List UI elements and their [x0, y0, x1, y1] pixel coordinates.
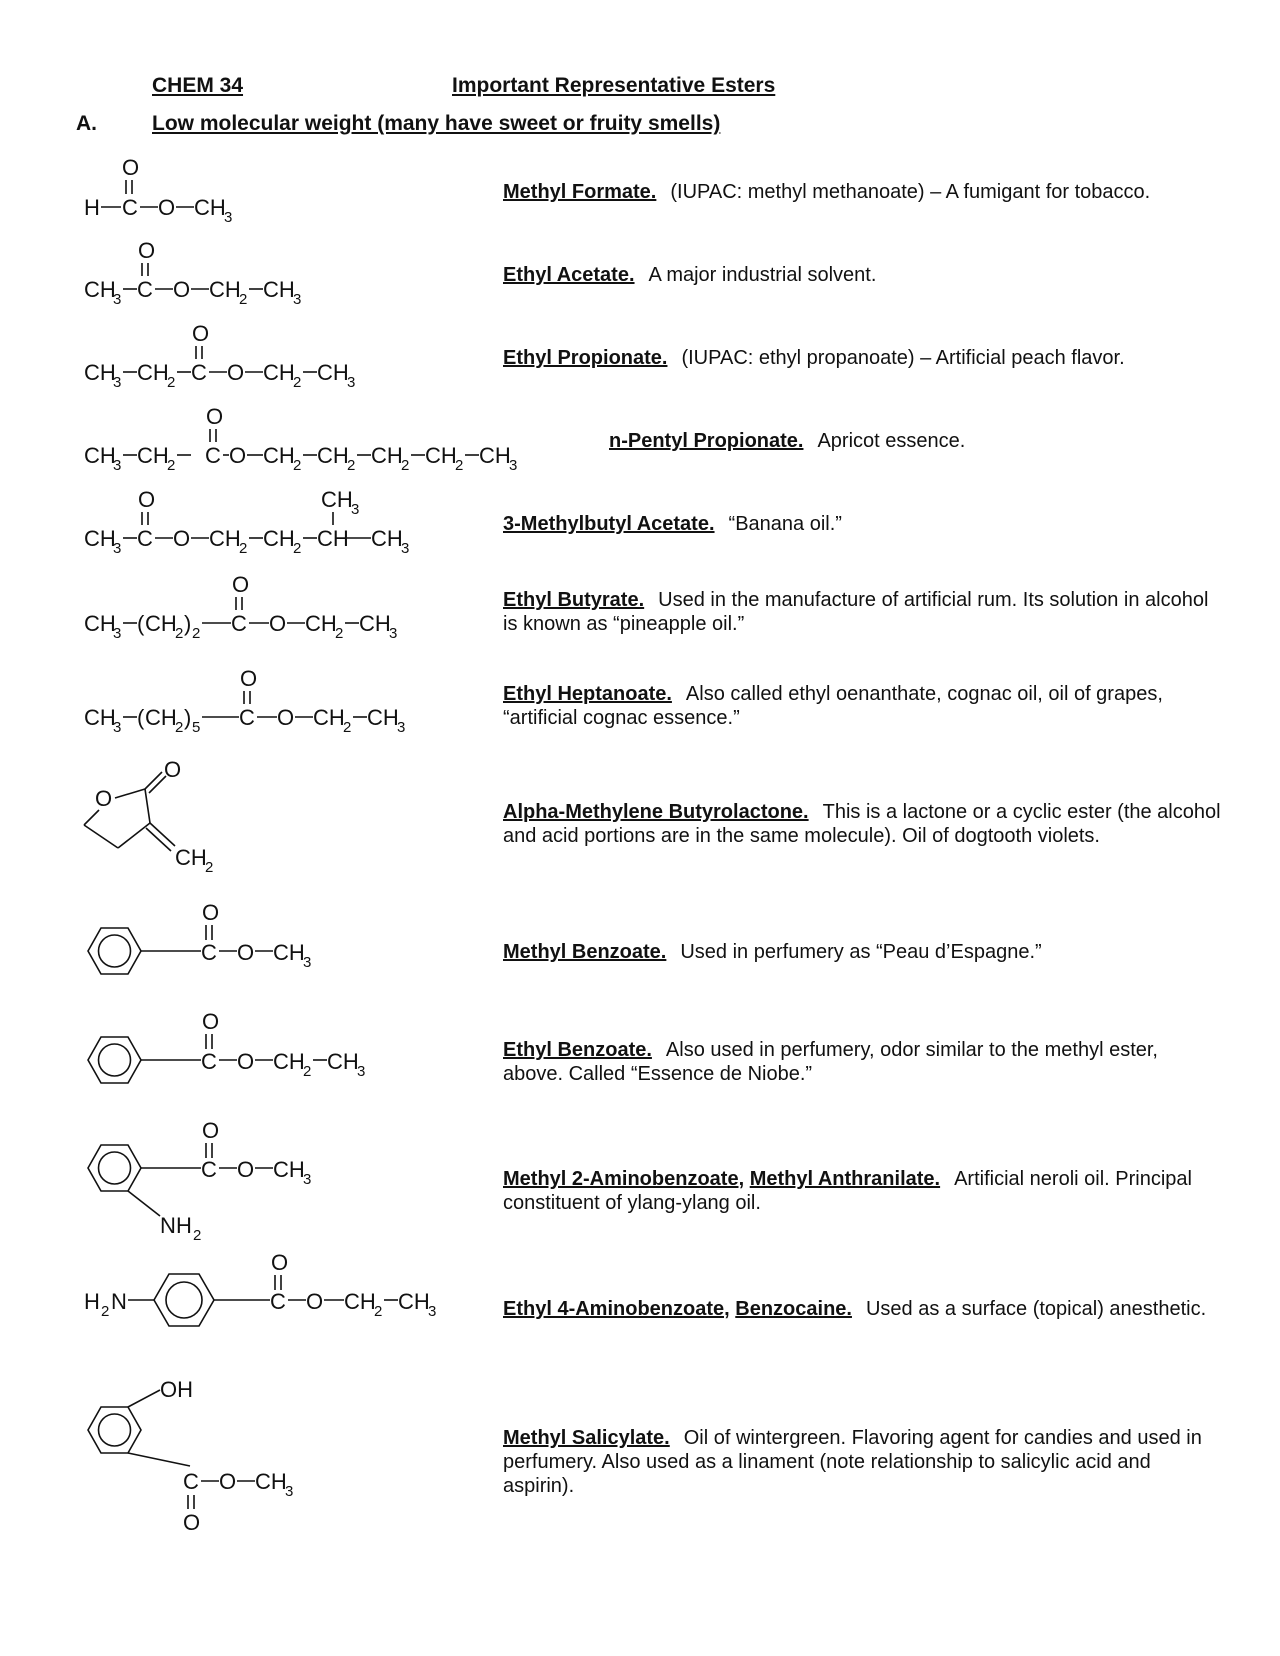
ester-desc: Oil of wintergreen. Flavoring agent for candies and used in perfumery. Also used as a linament (note relationship to salicylic acid and aspirin).	[503, 1427, 1202, 1497]
svg-text:3: 3	[285, 1483, 294, 1500]
ester-desc: Also used in perfumery, odor similar to the methyl ester, above. Called “Essence de Niobe.”	[503, 1039, 1158, 1085]
ester-desc: Used in the manufacture of artificial rum. Its solution in alcohol is known as “pineapple oil.”	[503, 589, 1209, 635]
svg-text:CH: CH	[84, 443, 116, 468]
svg-text:CH: CH	[137, 360, 169, 385]
ester-name: n-Pentyl Propionate.	[609, 430, 804, 452]
svg-text:CH: CH	[305, 611, 337, 636]
svg-text:N: N	[160, 1213, 176, 1238]
svg-text:C: C	[231, 611, 247, 636]
svg-text:CH: CH	[367, 705, 399, 730]
svg-text:C: C	[201, 1049, 217, 1074]
ester-name: Ethyl Benzoate.	[503, 1039, 652, 1061]
svg-text:CH: CH	[209, 526, 241, 551]
svg-text:(: (	[137, 611, 145, 636]
n-pentyl-propionate-structure	[84, 404, 517, 474]
svg-text:2: 2	[347, 457, 356, 474]
svg-text:C: C	[205, 443, 221, 468]
svg-text:CH: CH	[263, 277, 295, 302]
ester-desc: (IUPAC: ethyl propanoate) – Artificial peach flavor.	[681, 347, 1125, 369]
svg-text:2: 2	[303, 1063, 312, 1080]
ester-desc: (IUPAC: methyl methanoate) – A fumigant for tobacco.	[670, 181, 1151, 203]
svg-text:O: O	[173, 526, 191, 551]
svg-text:2: 2	[401, 457, 410, 474]
benzocaine-structure	[84, 1250, 436, 1326]
svg-text:2: 2	[167, 457, 176, 474]
svg-text:CH: CH	[344, 1289, 376, 1314]
svg-text:O: O	[277, 705, 295, 730]
svg-text:): )	[184, 611, 192, 636]
ethyl-acetate-structure	[84, 238, 301, 308]
svg-text:3: 3	[113, 625, 122, 642]
svg-text:3: 3	[113, 374, 122, 391]
svg-text:3: 3	[509, 457, 518, 474]
svg-text:2: 2	[293, 374, 302, 391]
ester-desc: Used in perfumery as “Peau d’Espagne.”	[680, 941, 1042, 963]
svg-text:O: O	[202, 1009, 220, 1034]
svg-text:(: (	[137, 705, 145, 730]
svg-text:CH: CH	[317, 443, 349, 468]
svg-text:CH: CH	[273, 940, 305, 965]
svg-text:O: O	[158, 195, 176, 220]
ester-name: Ethyl 4-Aminobenzoate,	[503, 1298, 730, 1320]
ester-name: Ethyl Heptanoate.	[503, 683, 672, 705]
svg-text:O: O	[138, 238, 156, 263]
svg-text:O: O	[269, 611, 287, 636]
svg-text:O: O	[240, 666, 258, 691]
svg-text:2: 2	[167, 374, 176, 391]
svg-text:CH: CH	[145, 705, 177, 730]
ester-desc: Artificial neroli oil. Principal constituent of ylang-ylang oil.	[503, 1168, 1192, 1214]
methylbutyl-acetate-structure	[84, 487, 409, 557]
svg-text:CH: CH	[371, 443, 403, 468]
ester-name: Methyl Formate.	[503, 181, 657, 203]
svg-text:3: 3	[303, 954, 312, 971]
svg-text:CH: CH	[84, 611, 116, 636]
ester-alt-name: Methyl Anthranilate.	[749, 1168, 941, 1190]
svg-text:CH: CH	[145, 611, 177, 636]
svg-text:O: O	[173, 277, 191, 302]
svg-text:H: H	[84, 195, 100, 220]
svg-text:3: 3	[357, 1063, 366, 1080]
ester-name: Methyl Benzoate.	[503, 941, 667, 963]
svg-text:O: O	[122, 155, 140, 180]
svg-text:CH: CH	[255, 1469, 287, 1494]
svg-text:2: 2	[101, 1303, 110, 1320]
ester-name: Ethyl Propionate.	[503, 347, 668, 369]
methyl-benzoate-structure	[88, 900, 311, 974]
ester-desc: Also called ethyl oenanthate, cognac oil, oil of grapes, “artificial cognac essence.”	[503, 683, 1163, 729]
svg-text:O: O	[206, 404, 224, 429]
svg-text:CH: CH	[317, 526, 349, 551]
svg-text:CH: CH	[479, 443, 511, 468]
svg-text:CH: CH	[84, 360, 116, 385]
ester-desc: A major industrial solvent.	[648, 264, 877, 286]
svg-text:2: 2	[455, 457, 464, 474]
svg-text:3: 3	[113, 540, 122, 557]
svg-text:O: O	[192, 321, 210, 346]
svg-text:3: 3	[303, 1171, 312, 1188]
svg-text:3: 3	[397, 719, 406, 736]
svg-text:3: 3	[401, 540, 410, 557]
ester-name: Methyl 2-Aminobenzoate,	[503, 1168, 745, 1190]
svg-text:H: H	[84, 1289, 100, 1314]
svg-text:O: O	[271, 1250, 289, 1275]
section-letter: A.	[76, 112, 97, 135]
svg-text:O: O	[237, 940, 255, 965]
methyl-salicylate-structure	[88, 1377, 293, 1535]
svg-text:2: 2	[192, 625, 201, 642]
svg-text:CH: CH	[84, 526, 116, 551]
svg-text:C: C	[191, 360, 207, 385]
ethyl-benzoate-structure	[88, 1009, 365, 1083]
svg-text:CH: CH	[273, 1049, 305, 1074]
svg-text:CH: CH	[371, 526, 403, 551]
svg-text:O: O	[306, 1289, 324, 1314]
ester-name: 3-Methylbutyl Acetate.	[503, 513, 715, 535]
svg-text:C: C	[137, 277, 153, 302]
ester-name: Ethyl Acetate.	[503, 264, 635, 286]
svg-text:2: 2	[239, 291, 248, 308]
svg-text:2: 2	[374, 1303, 383, 1320]
svg-text:CH: CH	[398, 1289, 430, 1314]
svg-text:CH: CH	[317, 360, 349, 385]
svg-text:CH: CH	[84, 705, 116, 730]
svg-text:2: 2	[193, 1227, 202, 1244]
svg-text:O: O	[229, 443, 247, 468]
svg-text:2: 2	[175, 625, 184, 642]
ethyl-heptanoate-structure	[84, 666, 405, 736]
svg-text:CH: CH	[359, 611, 391, 636]
svg-text:O: O	[183, 1510, 201, 1535]
svg-text:C: C	[201, 1157, 217, 1182]
ester-desc: Used as a surface (topical) anesthetic.	[865, 1298, 1207, 1320]
svg-text:CH: CH	[209, 277, 241, 302]
svg-text:O: O	[227, 360, 245, 385]
svg-text:O: O	[164, 757, 182, 782]
ester-name: Alpha-Methylene Butyrolactone.	[503, 801, 809, 823]
svg-text:3: 3	[351, 501, 360, 518]
section-title: Low molecular weight (many have sweet or fruity smells)	[152, 112, 721, 135]
svg-text:CH: CH	[84, 277, 116, 302]
svg-text:3: 3	[389, 625, 398, 642]
svg-text:5: 5	[192, 719, 201, 736]
svg-text:): )	[184, 705, 192, 730]
svg-text:3: 3	[293, 291, 302, 308]
svg-text:CH: CH	[263, 443, 295, 468]
svg-text:3: 3	[113, 457, 122, 474]
svg-text:CH: CH	[263, 360, 295, 385]
svg-text:2: 2	[205, 859, 214, 876]
ester-name: Methyl Salicylate.	[503, 1427, 670, 1449]
svg-text:CH: CH	[175, 845, 207, 870]
svg-text:CH: CH	[327, 1049, 359, 1074]
ester-name: Ethyl Butyrate.	[503, 589, 645, 611]
svg-text:CH: CH	[321, 487, 353, 512]
svg-text:OH: OH	[160, 1377, 193, 1402]
ester-desc: This is a lactone or a cyclic ester (the alcohol and acid portions are in the same molecule). Oil of dogtooth violets.	[503, 801, 1221, 847]
ester-desc: “Banana oil.”	[728, 513, 842, 535]
svg-text:C: C	[183, 1469, 199, 1494]
svg-text:3: 3	[347, 374, 356, 391]
svg-text:C: C	[137, 526, 153, 551]
svg-text:3: 3	[113, 291, 122, 308]
methyl-formate-structure	[84, 155, 232, 226]
svg-text:CH: CH	[425, 443, 457, 468]
svg-text:O: O	[202, 1118, 220, 1143]
svg-text:3: 3	[224, 209, 233, 226]
ethyl-butyrate-structure	[84, 572, 397, 642]
svg-text:O: O	[138, 487, 156, 512]
svg-text:2: 2	[343, 719, 352, 736]
svg-text:2: 2	[239, 540, 248, 557]
ester-alt-name: Benzocaine.	[735, 1298, 852, 1320]
svg-text:3: 3	[428, 1303, 437, 1320]
svg-text:C: C	[270, 1289, 286, 1314]
svg-text:O: O	[202, 900, 220, 925]
svg-text:CH: CH	[194, 195, 226, 220]
svg-text:CH: CH	[263, 526, 295, 551]
svg-text:CH: CH	[273, 1157, 305, 1182]
course-label: CHEM 34	[152, 74, 244, 97]
svg-text:3: 3	[113, 719, 122, 736]
methylene-butyrolactone-structure	[84, 757, 213, 876]
svg-text:O: O	[237, 1049, 255, 1074]
svg-text:CH: CH	[313, 705, 345, 730]
svg-text:H: H	[176, 1213, 192, 1238]
svg-text:O: O	[95, 786, 113, 811]
svg-text:O: O	[232, 572, 250, 597]
svg-text:2: 2	[293, 540, 302, 557]
methyl-anthranilate-structure	[88, 1118, 311, 1244]
svg-text:O: O	[237, 1157, 255, 1182]
svg-text:C: C	[239, 705, 255, 730]
svg-text:2: 2	[175, 719, 184, 736]
ester-desc: Apricot essence.	[817, 430, 966, 452]
svg-text:2: 2	[335, 625, 344, 642]
ethyl-propionate-structure	[84, 321, 355, 391]
page-title: Important Representative Esters	[452, 74, 776, 97]
svg-text:C: C	[201, 940, 217, 965]
svg-text:CH: CH	[137, 443, 169, 468]
svg-text:C: C	[122, 195, 138, 220]
svg-text:O: O	[219, 1469, 237, 1494]
svg-text:N: N	[111, 1289, 127, 1314]
svg-text:2: 2	[293, 457, 302, 474]
